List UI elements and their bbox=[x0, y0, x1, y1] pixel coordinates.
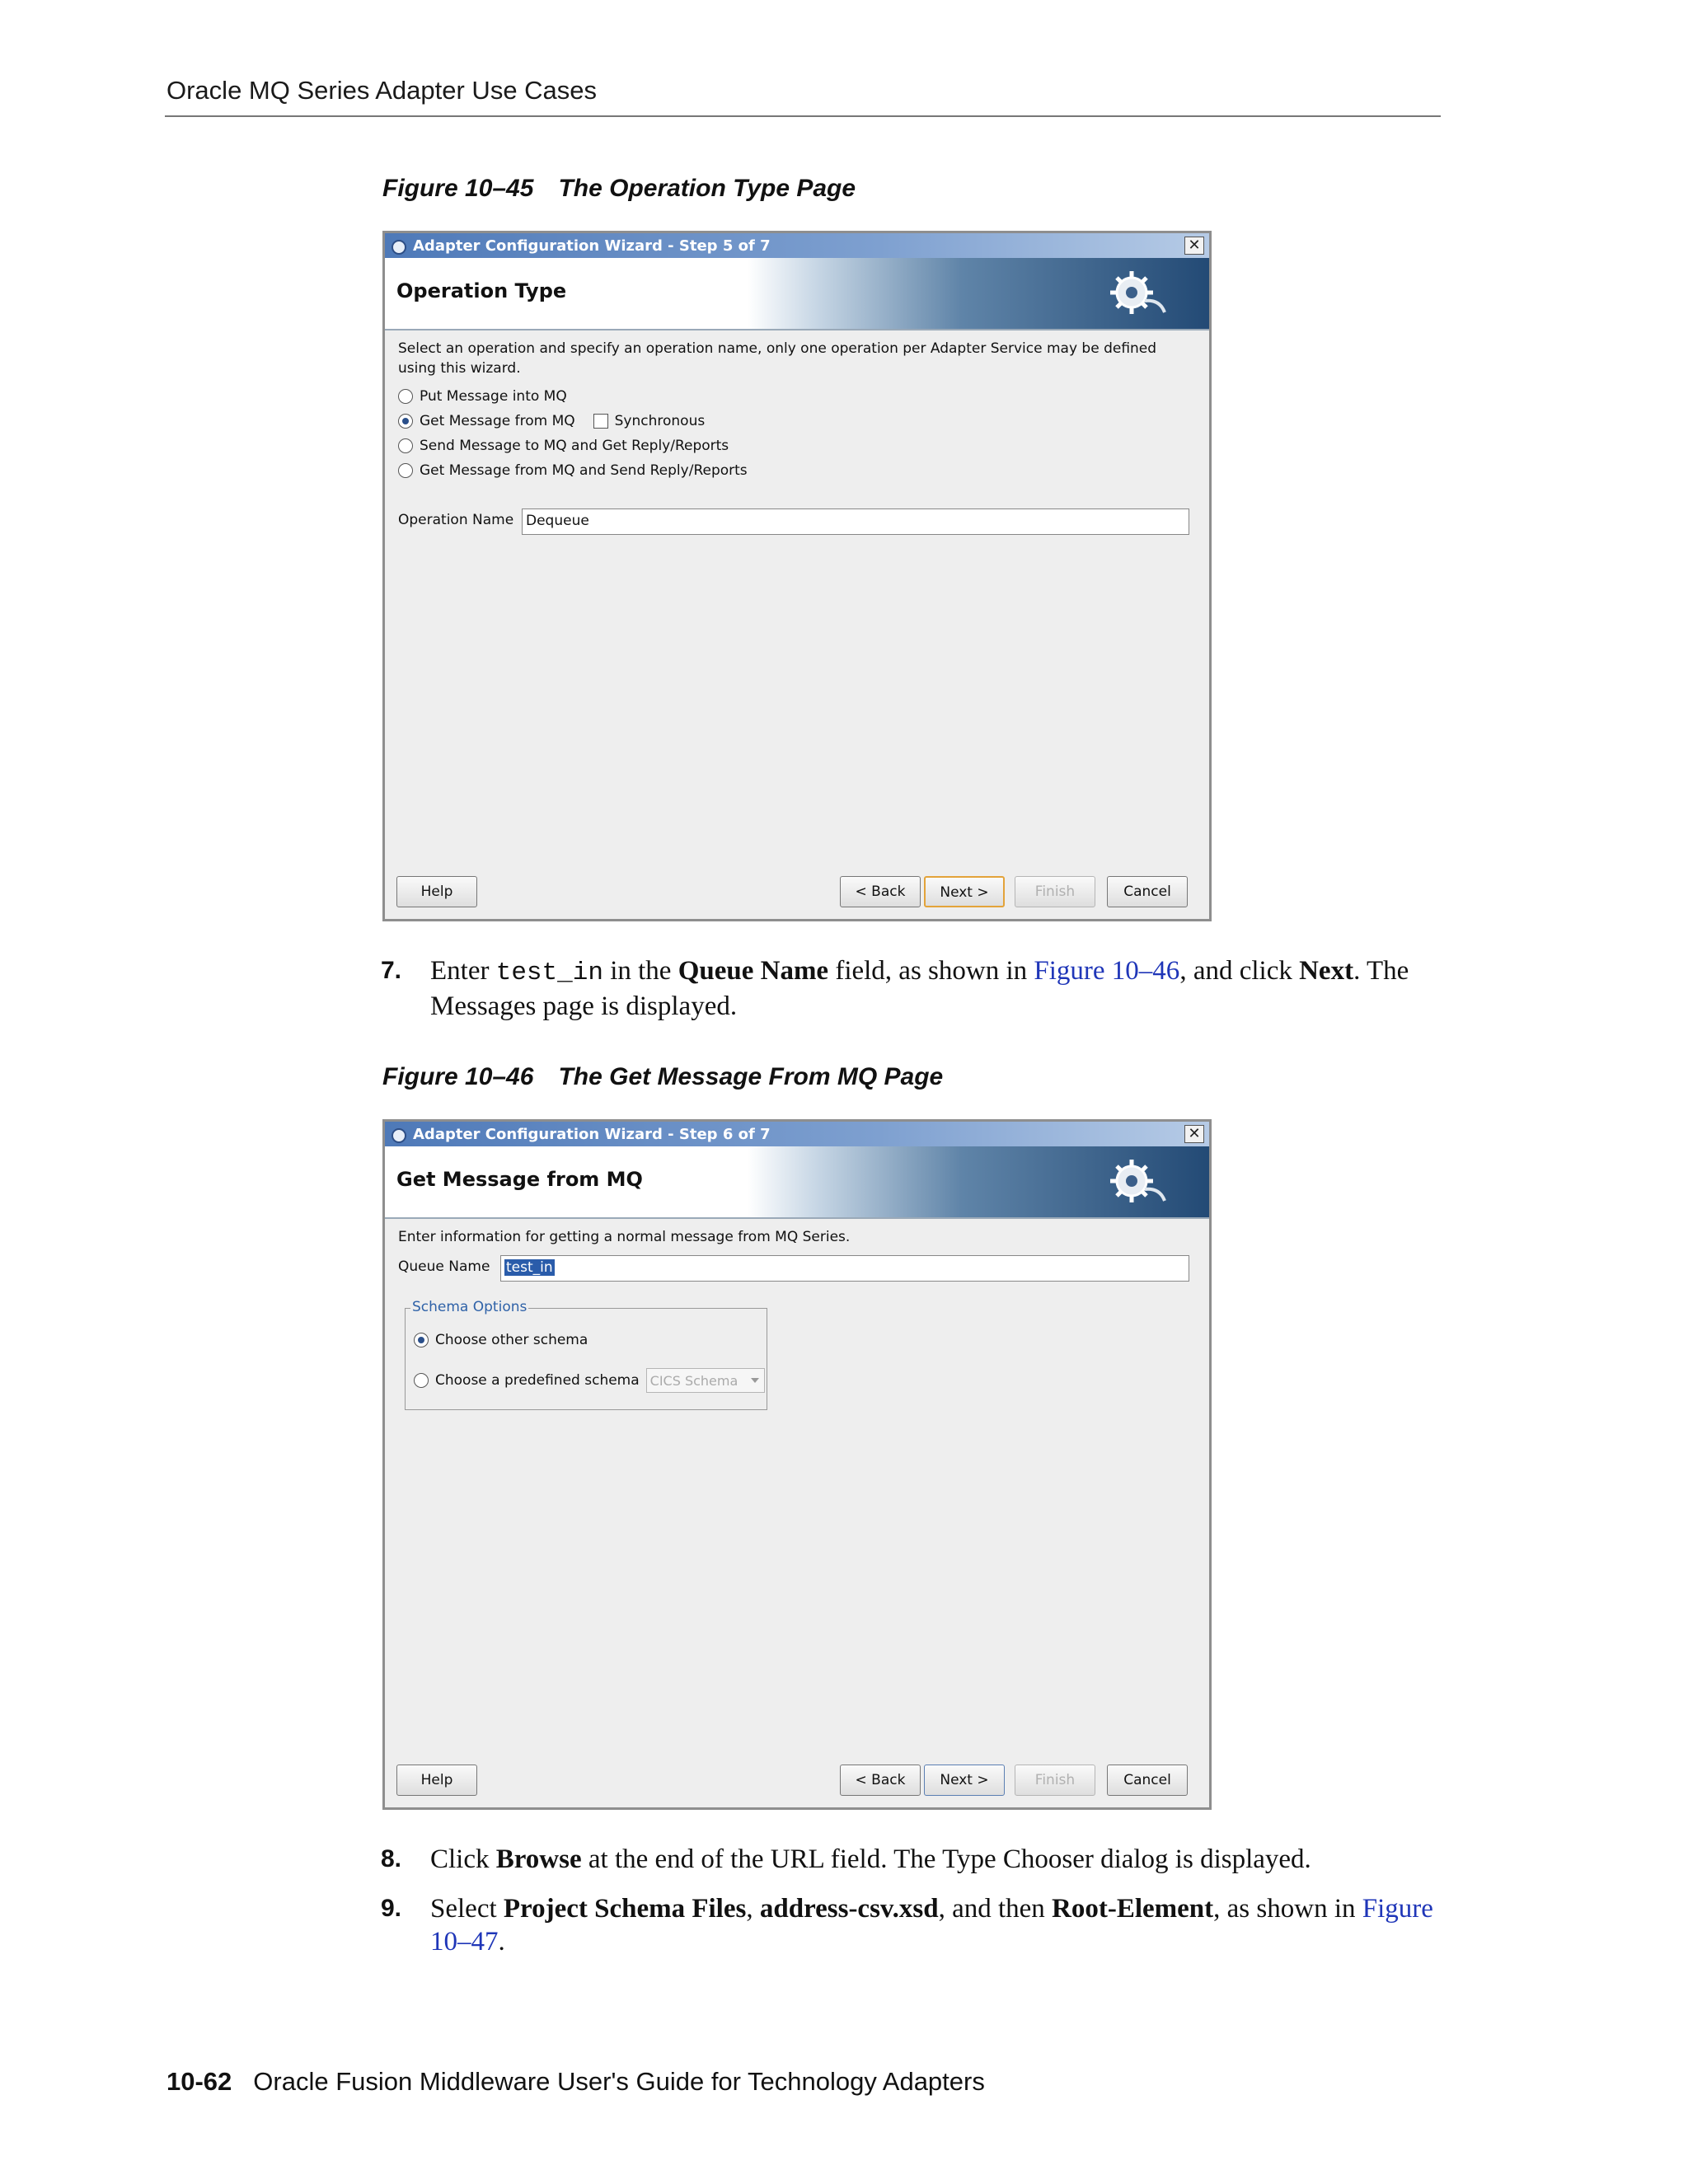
radio-get-message[interactable] bbox=[398, 414, 413, 429]
predefined-schema-dropdown[interactable] bbox=[646, 1368, 765, 1393]
option-label: Choose other schema bbox=[435, 1332, 588, 1348]
step-8 bbox=[381, 1843, 1444, 1876]
wizard-app-icon bbox=[390, 237, 408, 254]
cancel-button[interactable]: Cancel bbox=[1107, 876, 1188, 907]
step-text bbox=[430, 1892, 1444, 1958]
running-head: Oracle MQ Series Adapter Use Cases bbox=[166, 76, 598, 105]
radio-get-send-reply[interactable] bbox=[398, 463, 413, 478]
wizard-app-icon bbox=[390, 1126, 408, 1142]
wizard-body bbox=[385, 330, 1209, 919]
radio-predefined-schema[interactable] bbox=[414, 1373, 429, 1388]
text-run: in the bbox=[603, 956, 678, 986]
dialog-title: Adapter Configuration Wizard - Step 6 of 7 bbox=[413, 1125, 771, 1143]
bold-text: Root-Element bbox=[1052, 1894, 1214, 1924]
dropdown-value: CICS Schema bbox=[649, 1372, 738, 1389]
option-get-send-reply[interactable] bbox=[398, 462, 748, 479]
text-run: , bbox=[746, 1894, 760, 1924]
bold-text: address-csv.xsd bbox=[759, 1894, 939, 1924]
figure-link[interactable]: Figure 10–47 bbox=[430, 1894, 1433, 1957]
back-button[interactable]: < Back bbox=[840, 876, 921, 907]
radio-send-get-reply[interactable] bbox=[398, 438, 413, 453]
finish-button[interactable]: Finish bbox=[1015, 876, 1095, 907]
option-label: Get Message from MQ bbox=[420, 413, 575, 429]
step-number: 8. bbox=[381, 1845, 402, 1872]
selected-text: test_in bbox=[506, 1259, 553, 1276]
chevron-down-icon bbox=[751, 1378, 759, 1383]
step-text bbox=[430, 954, 1444, 1023]
dialog-titlebar bbox=[385, 1122, 1209, 1146]
dialog-titlebar bbox=[385, 233, 1209, 258]
step-number: 7. bbox=[381, 957, 402, 984]
close-button[interactable]: ✕ bbox=[1184, 1125, 1204, 1143]
text-run: , and then bbox=[938, 1894, 1053, 1924]
queue-name-label: Queue Name bbox=[398, 1258, 490, 1275]
radio-choose-other-schema[interactable] bbox=[414, 1333, 429, 1347]
bold-text: Next bbox=[1299, 956, 1354, 986]
synchronous-label: Synchronous bbox=[614, 413, 706, 429]
instructions-text: Enter information for getting a normal message from MQ Series. bbox=[398, 1229, 851, 1245]
option-choose-other-schema[interactable] bbox=[414, 1332, 588, 1348]
bold-text: Project Schema Files bbox=[503, 1894, 747, 1924]
text-run: . bbox=[498, 1927, 505, 1957]
wizard-dialog-operation-type bbox=[382, 231, 1212, 921]
wizard-page-title: Operation Type bbox=[396, 279, 567, 302]
text-run: at the end of the URL field. The Type Chooser dialog is displayed. bbox=[581, 1844, 1311, 1874]
figure-title: The Get Message From MQ Page bbox=[558, 1063, 944, 1090]
next-button[interactable]: Next > bbox=[924, 876, 1005, 907]
cancel-button[interactable]: Cancel bbox=[1107, 1765, 1188, 1796]
step-7 bbox=[381, 954, 1444, 1023]
bold-text: Browse bbox=[495, 1844, 582, 1874]
schema-options-group bbox=[405, 1299, 767, 1410]
wizard-header-banner bbox=[385, 258, 1209, 330]
help-button[interactable]: Help bbox=[396, 876, 477, 907]
wizard-page-title: Get Message from MQ bbox=[396, 1168, 643, 1191]
operation-name-input[interactable]: Dequeue bbox=[522, 509, 1189, 535]
operation-name-label: Operation Name bbox=[398, 512, 514, 528]
figure-number: Figure 10–45 bbox=[382, 175, 534, 202]
option-label: Put Message into MQ bbox=[420, 388, 567, 405]
text-run: field, as shown in bbox=[828, 956, 1034, 986]
figure-caption-10-46 bbox=[382, 1063, 943, 1091]
text-run: , as shown in bbox=[1213, 1894, 1362, 1924]
step-text bbox=[430, 1843, 1444, 1876]
page-footer bbox=[166, 2067, 985, 2097]
text-run: . The Messages page is displayed. bbox=[430, 956, 1409, 1021]
help-button[interactable]: Help bbox=[396, 1765, 477, 1796]
code-text: test_in bbox=[495, 958, 603, 987]
text-run: , and click bbox=[1179, 956, 1300, 986]
gear-icon bbox=[1102, 266, 1176, 324]
figure-title: The Operation Type Page bbox=[558, 175, 856, 202]
step-9 bbox=[381, 1892, 1444, 1958]
synchronous-checkbox[interactable] bbox=[593, 414, 608, 429]
wizard-header-banner bbox=[385, 1146, 1209, 1219]
option-get-message[interactable] bbox=[398, 413, 705, 429]
bold-text: Queue Name bbox=[678, 956, 829, 986]
gear-icon bbox=[1102, 1155, 1176, 1212]
text-run: Click bbox=[430, 1844, 496, 1874]
back-button[interactable]: < Back bbox=[840, 1765, 921, 1796]
dialog-title: Adapter Configuration Wizard - Step 5 of 7 bbox=[413, 237, 771, 255]
close-button[interactable]: ✕ bbox=[1184, 237, 1204, 255]
next-button[interactable]: Next > bbox=[924, 1765, 1005, 1796]
figure-number: Figure 10–46 bbox=[382, 1063, 534, 1090]
header-rule bbox=[165, 115, 1441, 117]
option-send-get-reply[interactable] bbox=[398, 438, 729, 454]
figure-link[interactable]: Figure 10–46 bbox=[1034, 956, 1180, 986]
wizard-body bbox=[385, 1219, 1209, 1807]
text-run: Select bbox=[430, 1894, 504, 1924]
option-label: Send Message to MQ and Get Reply/Reports bbox=[420, 438, 729, 454]
option-label: Choose a predefined schema bbox=[435, 1372, 640, 1389]
book-title: Oracle Fusion Middleware User's Guide for Technology Adapters bbox=[253, 2067, 985, 2096]
instructions-text: Select an operation and specify an operation name, only one operation per Adapter Service may be defined using this wizard. bbox=[398, 340, 1157, 377]
page-number: 10-62 bbox=[166, 2067, 232, 2096]
radio-put-message[interactable] bbox=[398, 389, 413, 404]
queue-name-input[interactable] bbox=[500, 1255, 1189, 1282]
figure-caption-10-45 bbox=[382, 175, 856, 203]
schema-options-legend: Schema Options bbox=[412, 1299, 528, 1315]
option-label: Get Message from MQ and Send Reply/Reports bbox=[420, 462, 748, 479]
option-predefined-schema[interactable] bbox=[414, 1368, 765, 1393]
option-put-message[interactable] bbox=[398, 388, 567, 405]
step-number: 9. bbox=[381, 1895, 402, 1922]
wizard-dialog-get-message bbox=[382, 1119, 1212, 1810]
finish-button[interactable]: Finish bbox=[1015, 1765, 1095, 1796]
text-run: Enter bbox=[430, 956, 496, 986]
